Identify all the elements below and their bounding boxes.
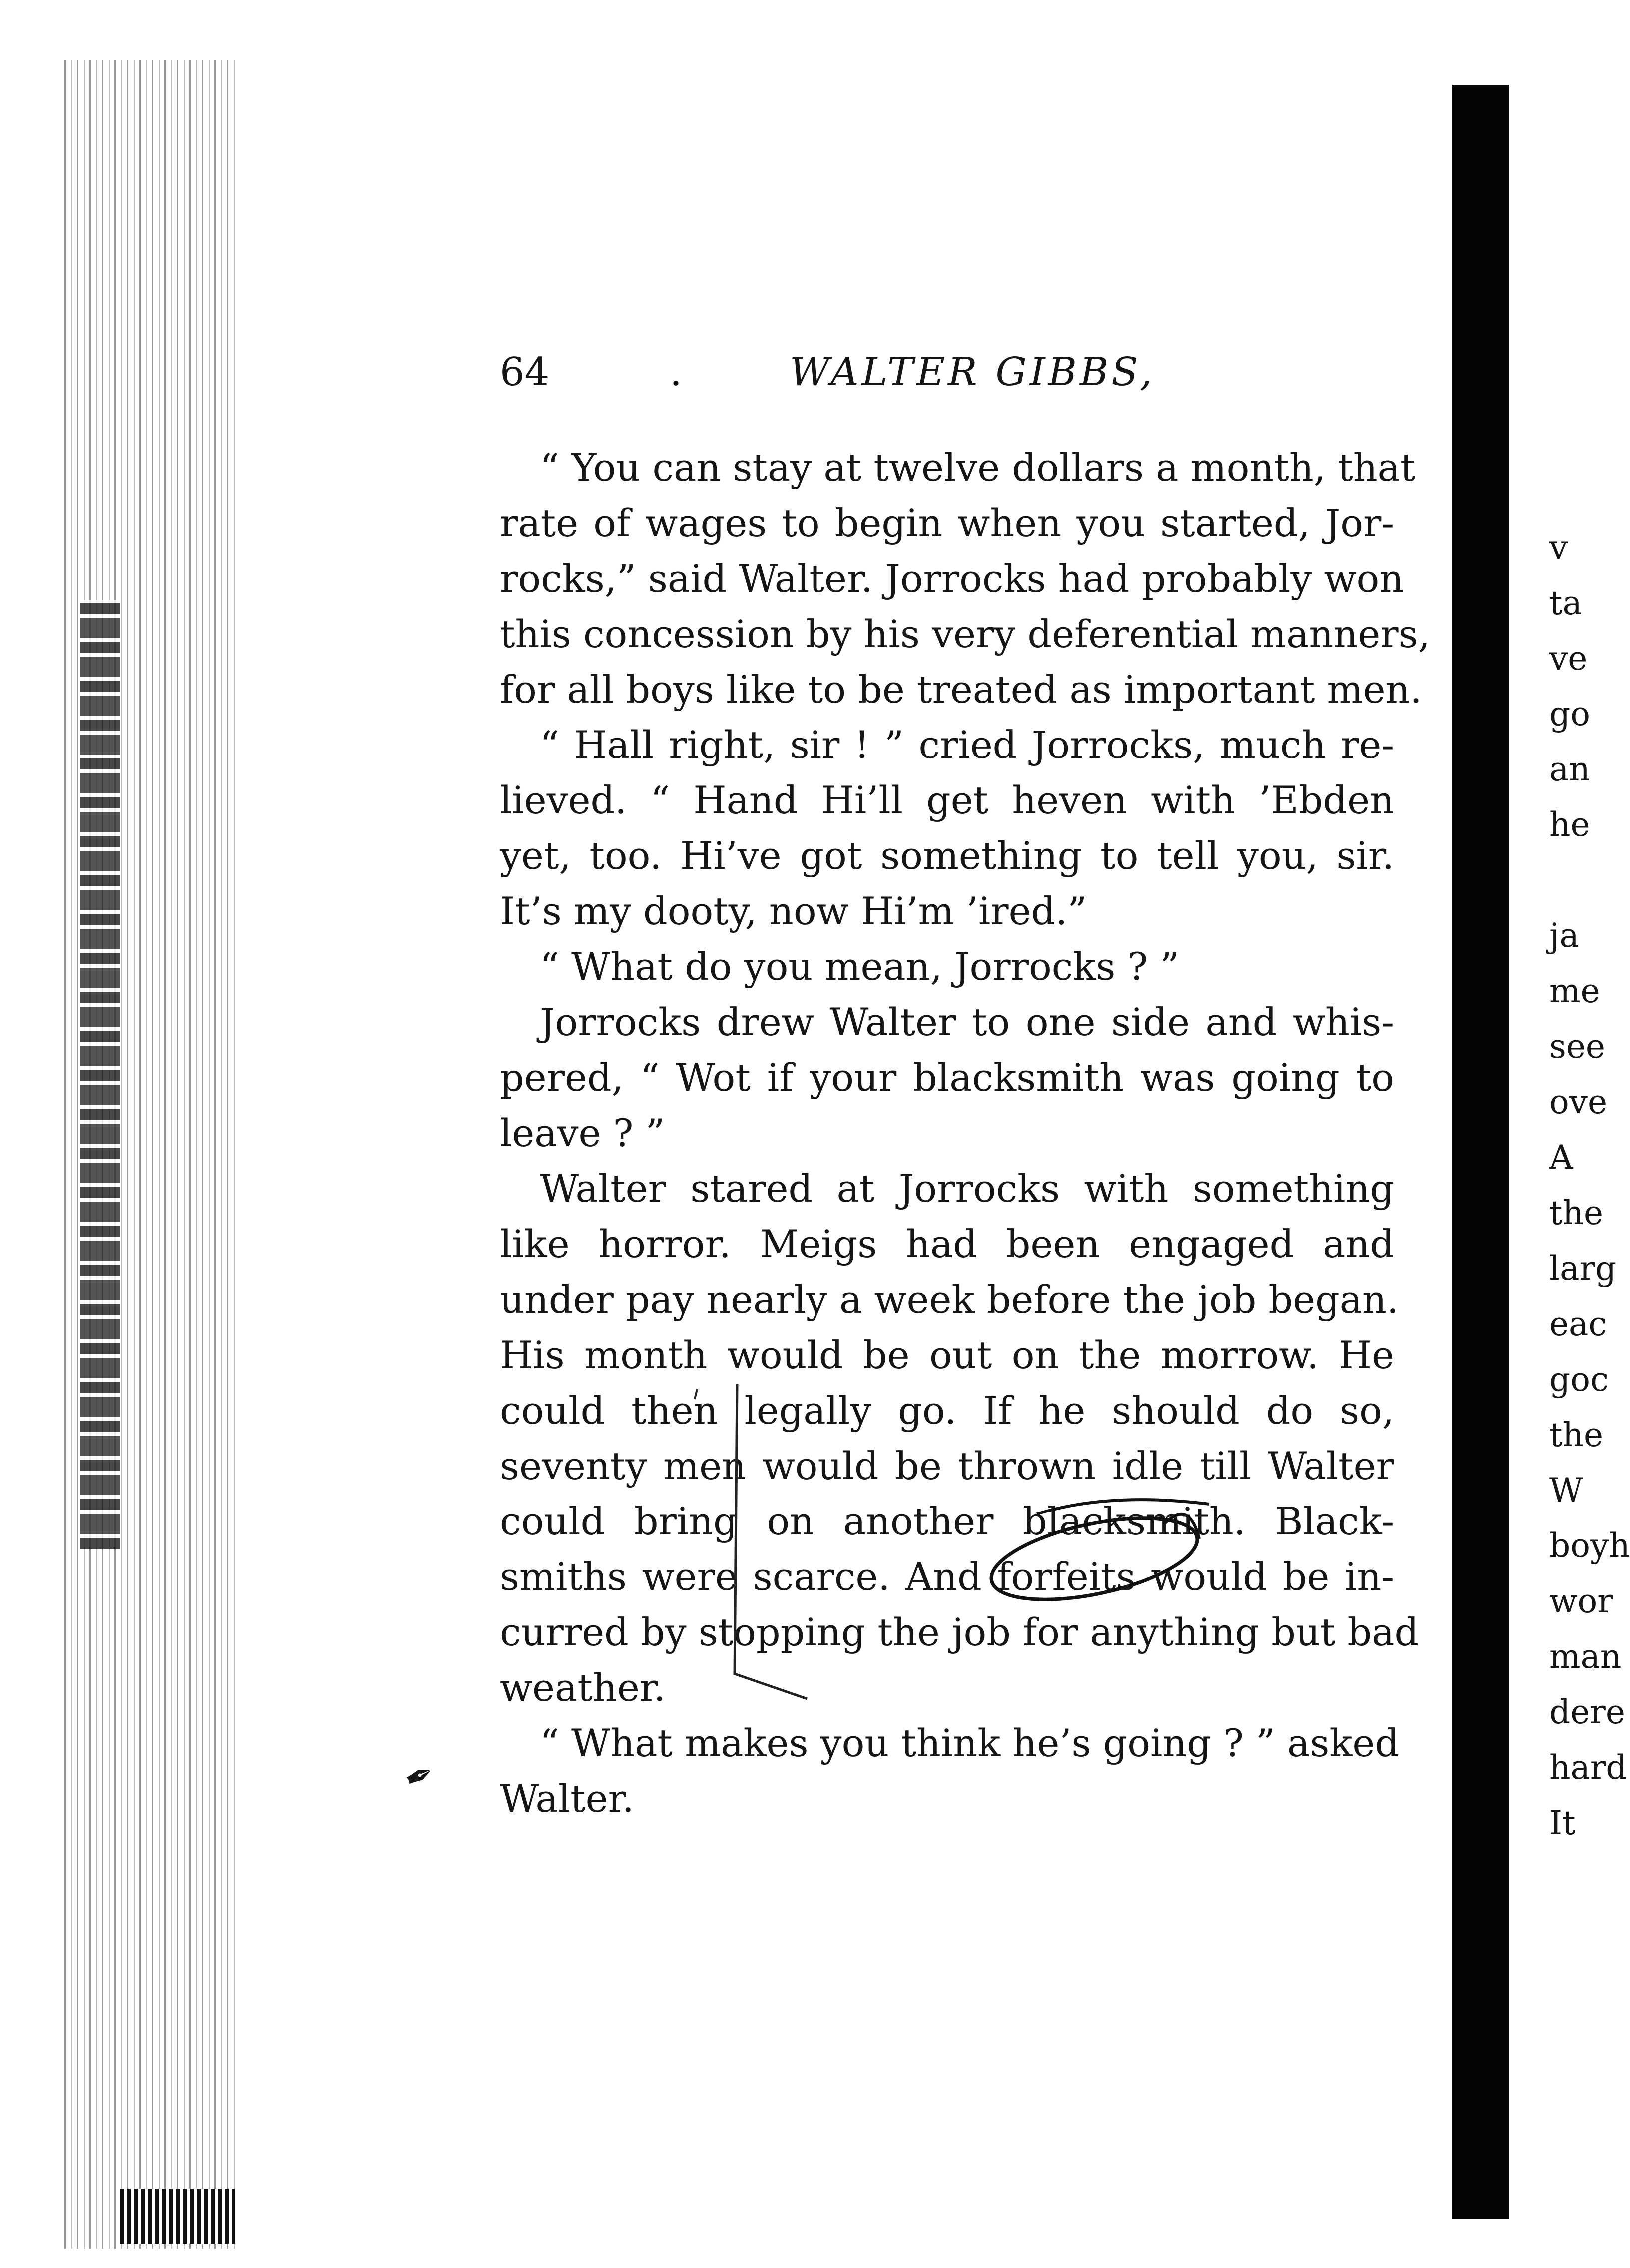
- facing-fragment: ja: [1549, 916, 1579, 955]
- facing-fragment: wor: [1549, 1582, 1613, 1620]
- body-line: could bring on another blacksmith. Black-: [500, 1499, 1394, 1543]
- body-line: like horror. Meigs had been engaged and: [500, 1222, 1394, 1266]
- marginal-mark: ✒: [397, 1751, 442, 1801]
- body-line: It’s my dooty, now Hi’m ’ired.”: [500, 889, 1087, 933]
- running-title: WALTER GIBBS,: [790, 350, 1155, 395]
- facing-fragment: hard: [1549, 1748, 1627, 1787]
- body-line: “ What makes you think he’s going ? ” asked: [540, 1721, 1400, 1765]
- page-number: 64: [500, 350, 550, 395]
- facing-fragment: It: [1549, 1804, 1576, 1842]
- body-line: curred by stopping the job for anything but bad: [500, 1610, 1419, 1654]
- facing-fragment: [1549, 852, 1603, 908]
- facing-fragment: W: [1549, 1471, 1583, 1510]
- facing-fragment: v: [1549, 528, 1568, 567]
- facing-fragment: see: [1549, 1027, 1605, 1066]
- gutter-shadow: [1452, 85, 1509, 2219]
- binding-scan-bottom: [120, 2189, 235, 2244]
- body-line: lieved. “ Hand Hi’ll get heven with ’Ebden: [500, 778, 1394, 822]
- body-line: could then legally go. If he should do so,: [500, 1388, 1394, 1433]
- body-line: “ Hall right, sir ! ” cried Jorrocks, much re-: [540, 723, 1394, 767]
- facing-fragment: the: [1549, 1416, 1604, 1454]
- facing-fragment: eac: [1549, 1305, 1607, 1343]
- facing-fragment: A: [1549, 1138, 1573, 1177]
- body-line: this concession by his very deferential manners,: [500, 612, 1430, 656]
- facing-fragment: he: [1549, 805, 1590, 844]
- body-line: “ What do you mean, Jorrocks ? ”: [540, 944, 1180, 989]
- body-line: rocks,” said Walter. Jorrocks had probably won: [500, 556, 1404, 601]
- body-line: smiths were scarce. And forfeits would be in-: [500, 1554, 1394, 1599]
- body-line: under pay nearly a week before the job began.: [500, 1277, 1399, 1322]
- body-line: Walter.: [500, 1776, 634, 1821]
- facing-fragment: go: [1549, 695, 1590, 733]
- body-line: weather.: [500, 1665, 666, 1710]
- body-line: His month would be out on the morrow. He: [500, 1333, 1394, 1377]
- body-line: for all boys like to be treated as important men.: [500, 667, 1422, 712]
- facing-fragment: ta: [1549, 584, 1582, 622]
- running-head: [500, 345, 1399, 400]
- body-line: seventy men would be thrown idle till Walter: [500, 1444, 1394, 1488]
- facing-fragment: larg: [1549, 1249, 1617, 1288]
- body-line: rate of wages to begin when you started, Jor-: [500, 501, 1394, 545]
- page-body: [500, 440, 1430, 1826]
- facing-fragment: ove: [1549, 1083, 1608, 1121]
- body-line: pered, “ Wot if your blacksmith was going to: [500, 1055, 1394, 1100]
- facing-fragment: boyh: [1549, 1526, 1630, 1565]
- body-line: “ You can stay at twelve dollars a month, that: [540, 445, 1416, 490]
- body-line: Walter stared at Jorrocks with something: [540, 1166, 1394, 1211]
- facing-fragment: me: [1549, 972, 1600, 1010]
- facing-fragment: the: [1549, 1194, 1604, 1232]
- facing-fragment: ve: [1549, 639, 1588, 678]
- body-line: leave ? ”: [500, 1111, 665, 1155]
- facing-page-fragments: [1549, 520, 1630, 1851]
- head-separator: .: [670, 350, 682, 395]
- facing-fragment: goc: [1549, 1360, 1609, 1399]
- body-line: yet, too. Hi’ve got something to tell you, sir.: [500, 833, 1394, 878]
- binding-scan-shadow: [80, 600, 120, 1549]
- facing-fragment: an: [1549, 750, 1590, 788]
- facing-fragment: dere: [1549, 1693, 1625, 1731]
- body-line: Jorrocks drew Walter to one side and whis-: [540, 1000, 1394, 1044]
- facing-fragment: man: [1549, 1637, 1622, 1676]
